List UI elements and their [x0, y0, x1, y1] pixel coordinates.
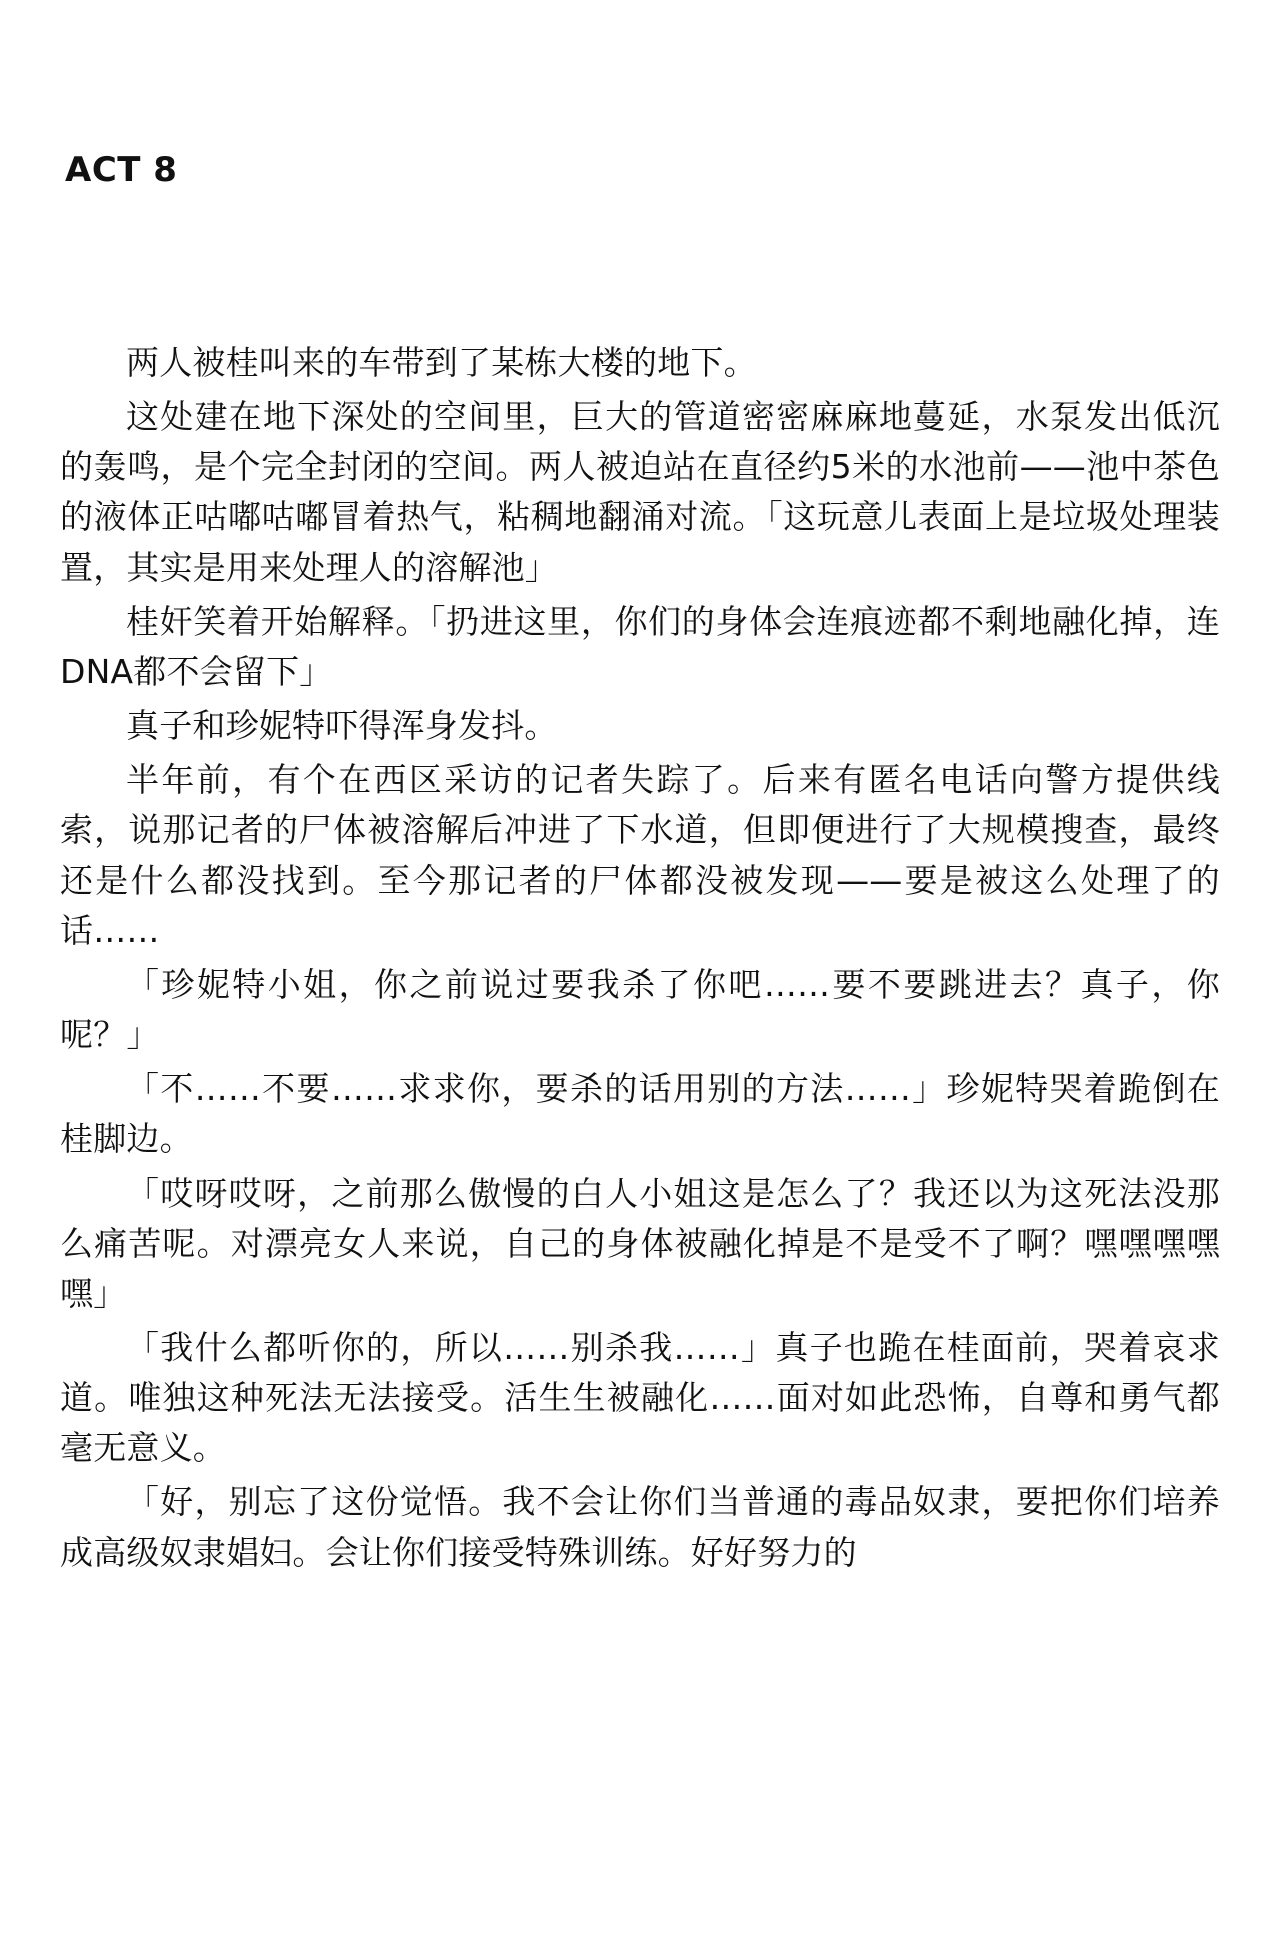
paragraph: 真子和珍妮特吓得浑身发抖。	[126, 706, 558, 746]
paragraph: 「好，别忘了这份觉悟。我不会让你们当普通的毒品奴隶，要把你们培养成高级奴隶娼妇。会让你们接受特殊训练。好好努力的	[60, 1482, 1220, 1572]
paragraph: 这处建在地下深处的空间里，巨大的管道密密麻麻地蔓延，水泵发出低沉的轰鸣，是个完全封闭的空间。两人被迫站在直径约5米的水池前——池中茶色的液体正咕嘟咕嘟冒着热气，粘稠地翻涌对流。「这玩意儿表面上是垃圾处理装置，其实是用来处理人的溶解池」	[60, 397, 1220, 587]
paragraph: 半年前，有个在西区采访的记者失踪了。后来有匿名电话向警方提供线索，说那记者的尸体被溶解后冲进了下水道，但即便进行了大规模搜查，最终还是什么都没找到。至今那记者的尸体都没被发现——要是被这么处理了的话……	[60, 760, 1220, 950]
paragraph: 「不……不要……求求你，要杀的话用别的方法……」珍妮特哭着跪倒在桂脚边。	[60, 1069, 1220, 1159]
paragraph: 桂奸笑着开始解释。「扔进这里，你们的身体会连痕迹都不剩地融化掉，连DNA都不会留下」	[60, 601, 1220, 691]
paragraph: 「我什么都听你的，所以……别杀我……」真子也跪在桂面前，哭着哀求道。唯独这种死法无法接受。活生生被融化……面对如此恐怖，自尊和勇气都毫无意义。	[60, 1327, 1220, 1468]
paragraph: 「珍妮特小姐，你之前说过要我杀了你吧……要不要跳进去？真子，你呢？」	[60, 964, 1220, 1055]
paragraph: 「哎呀哎呀，之前那么傲慢的白人小姐这是怎么了？我还以为这死法没那么痛苦呢。对漂亮女人来说，自己的身体被融化掉是不是受不了啊？嘿嘿嘿嘿嘿」	[60, 1173, 1220, 1313]
body-text-block	[60, 338, 1220, 1578]
paragraph: 两人被桂叫来的车带到了某栋大楼的地下。	[126, 343, 757, 382]
page-title: ACT 8	[65, 150, 178, 190]
